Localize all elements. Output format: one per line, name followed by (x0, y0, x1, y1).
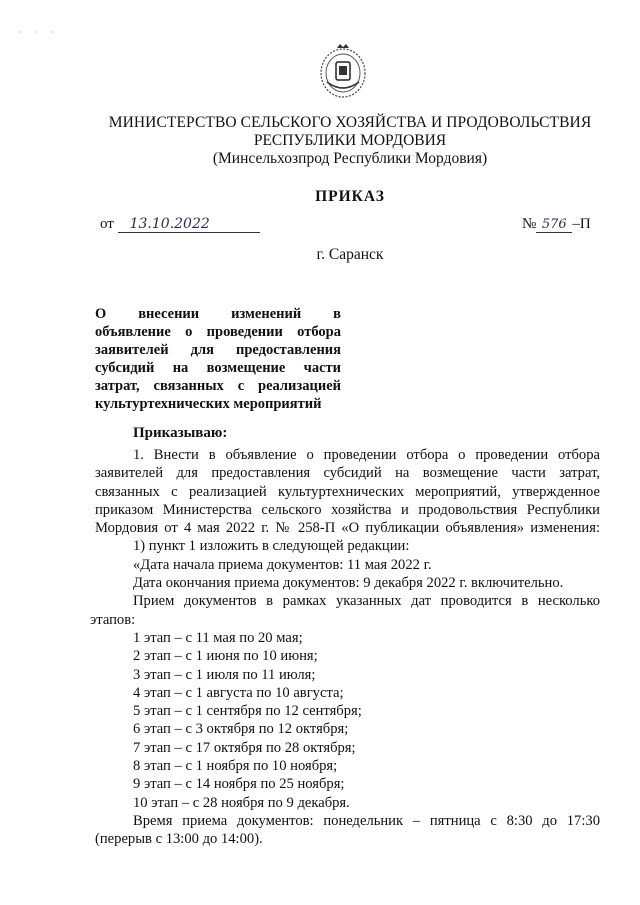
subject-line: субсидий на возмещение части (95, 360, 341, 376)
ministry-name-line1: МИНИСТЕРСТВО СЕЛЬСКОГО ХОЗЯЙСТВА И ПРОДОВОЛЬСТВИЯ (108, 114, 592, 131)
item1: 1) пункт 1 изложить в следующей редакции: (133, 538, 410, 555)
stage-item: 3 этап – с 1 июля по 11 июля; (133, 666, 316, 683)
paragraph1-line: приказом Министерства сельского хозяйства и продовольствия Республики (95, 501, 600, 518)
subject-line: объявление о проведении отбора (95, 324, 341, 340)
scan-artifact: · · · (18, 28, 60, 37)
end-date: Дата окончания приема документов: 9 декабря 2022 г. включительно. (133, 575, 564, 592)
number-prefix: № (522, 216, 537, 232)
start-date: «Дата начала приема документов: 11 мая 2022 г. (133, 556, 432, 573)
paragraph1-line: заявителей для предоставления субсидий на возмещение части затрат, (95, 465, 600, 482)
stage-item: 2 этап – с 1 июня по 10 июня; (133, 648, 318, 665)
ministry-name-line2: РЕСПУБЛИКИ МОРДОВИЯ (253, 132, 447, 149)
date-prefix: от (100, 216, 114, 232)
paragraph1-line: связанных с реализацией культуртехнических мероприятий, утвержденное (95, 483, 600, 500)
stage-item: 4 этап – с 1 августа по 10 августа; (133, 684, 344, 701)
subject-line: затрат, связанных с реализацией (95, 378, 341, 394)
handwritten-date: 13.10.2022 (118, 216, 260, 233)
order-subject (95, 305, 341, 413)
stage-item: 7 этап – с 17 октября по 28 октября; (133, 739, 356, 756)
stage-item: 9 этап – с 14 ноября по 25 ноября; (133, 776, 345, 793)
stage-item: 10 этап – с 28 ноября по 9 декабря. (133, 794, 350, 811)
paragraph1-line: 1. Внести в объявление о проведении отбора о проведении отбора (133, 447, 600, 463)
stages-intro-line: Прием документов в рамках указанных дат проводится в несколько (133, 593, 600, 610)
order-number (522, 216, 591, 233)
order-heading: Приказываю: (133, 425, 228, 441)
handwritten-number: 576 (536, 217, 572, 233)
stage-item: 5 этап – с 1 сентября по 12 сентября; (133, 703, 362, 720)
number-suffix: –П (572, 216, 591, 232)
subject-line: заявителей для предоставления (95, 342, 341, 358)
stage-item: 1 этап – с 11 мая по 20 мая; (133, 629, 303, 646)
reception-time-line: Время приема документов: понедельник – пятница с 8:30 до 17:30 (133, 812, 600, 829)
order-date (100, 216, 260, 233)
coat-of-arms-icon (317, 42, 369, 100)
city: г. Саранск (316, 246, 384, 263)
ministry-short-name: (Минсельхозпрод Республики Мордовия) (212, 150, 488, 167)
stages-intro-line: этапов: (90, 611, 136, 628)
stage-item: 8 этап – с 1 ноября по 10 ноября; (133, 758, 338, 775)
order-body (90, 446, 600, 849)
reception-time-line: (перерыв с 13:00 до 14:00). (95, 831, 263, 848)
document-title: ПРИКАЗ (315, 188, 385, 205)
subject-line: О внесении изменений в (95, 306, 341, 322)
paragraph1-line: Мордовия от 4 мая 2022 г. № 258-П «О публикации объявления» изменения: (95, 520, 600, 537)
stage-item: 6 этап – с 3 октября по 12 октября; (133, 721, 349, 738)
subject-line: культуртехнических мероприятий (95, 396, 322, 412)
